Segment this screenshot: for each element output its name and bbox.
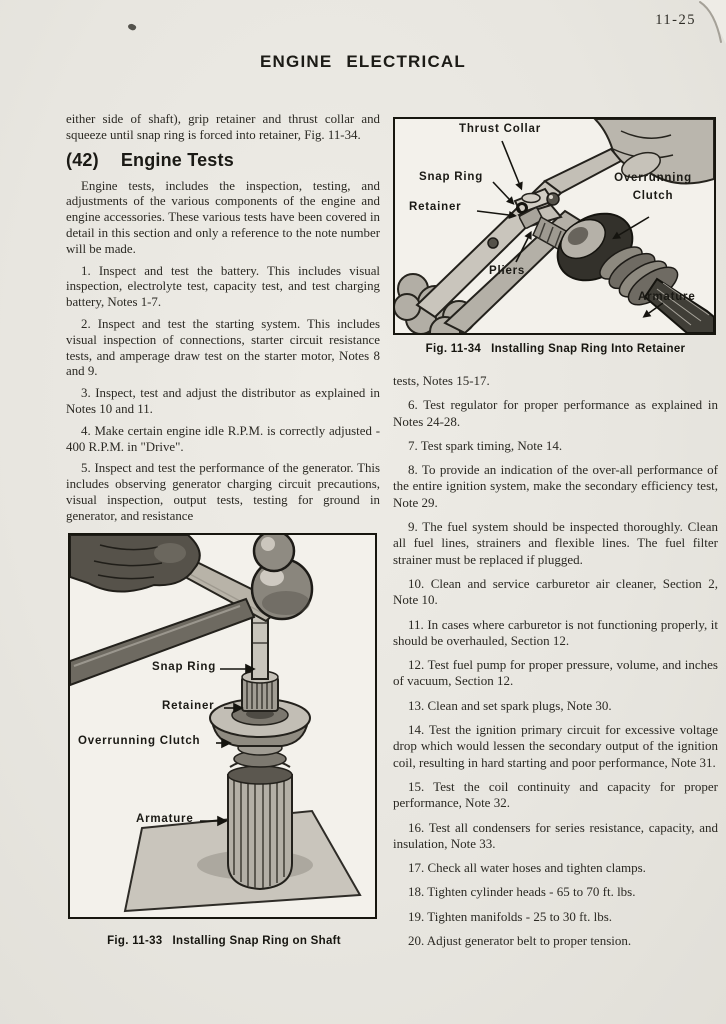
- label-armature: Armature: [638, 291, 696, 303]
- list-item: 15. Test the coil continuity and capacity for proper performance, Note 32.: [393, 778, 718, 811]
- list-item: 9. The fuel system should be inspected thoroughly. Clean all fuel lines, strainers and flexible lines. The fuel filter strainer must be replaced if plugged.: [393, 519, 718, 567]
- page-number: 11-25: [655, 12, 696, 28]
- figure-11-33: [68, 533, 380, 947]
- label-retainer: Retainer: [409, 201, 462, 213]
- list-item: 1. Inspect and test the battery. This includes visual inspection, electrolyte test, capacity test, and test charging battery, Notes 1-7.: [66, 263, 380, 310]
- list-item: 18. Tighten cylinder heads - 65 to 70 ft. lbs.: [408, 884, 636, 900]
- list-item: 5. Inspect and test the performance of the generator. This includes observing generator charging circuit precautions, visual inspection, output tests, testing for ground in generator, and resistance: [66, 461, 380, 523]
- list-item: 10. Clean and service carburetor air cleaner, Section 2, Note 10.: [393, 575, 718, 608]
- figure-11-33-image: [68, 533, 377, 919]
- list-item: 19. Tighten manifolds - 25 to 30 ft. lbs.: [408, 908, 613, 924]
- list-item: 16. Test all condensers for series resistance, capacity, and insulation, Note 33.: [393, 819, 718, 851]
- list-item: 13. Clean and set spark plugs, Note 30.: [408, 697, 612, 713]
- label-snap-ring: Snap Ring: [419, 171, 484, 183]
- list-item: 17. Check all water hoses and tighten clamps.: [408, 860, 646, 876]
- list-item: 6. Test regulator for proper performance as explained in Notes 24-28.: [393, 397, 718, 429]
- left-column: [66, 112, 380, 947]
- page-title: ENGINE ELECTRICAL: [260, 52, 466, 71]
- right-column: [393, 117, 718, 957]
- list-item: 11. In cases where carburetor is not functioning properly, it should be overhauled, Section 12.: [393, 616, 718, 648]
- list-item: 14. Test the ignition primary circuit for excessive voltage drop which would lessen the secondary output of the ignition coil, resulting in hard starting and poor performance, Note 31.: [393, 722, 718, 770]
- figure-11-34: [393, 117, 718, 355]
- page-curl-mark: [696, 0, 726, 46]
- section-number: (42): [66, 149, 99, 170]
- paragraph: Engine tests, includes the inspection, testing, and adjustments of the various components of the engine and engine accessories. These various tests have been covered in detail in this section and only a reference to the note number will be made.: [66, 178, 380, 256]
- paragraph-continuation: tests, Notes 15-17.: [393, 373, 490, 388]
- list-item: 2. Inspect and test the starting system. This includes visual inspection of connections, starter circuit resistance tests, and amperage draw test on the starter motor, Notes 8 and 9.: [66, 316, 380, 379]
- figure-11-34-image: [393, 117, 716, 335]
- label-overrunning-clutch: Overrunning Clutch: [614, 172, 692, 203]
- figure-11-34-caption: Fig. 11-34 Installing Snap Ring Into Retainer: [425, 343, 686, 355]
- list-item: 7. Test spark timing, Note 14.: [408, 437, 563, 453]
- figure-11-33-caption: Fig. 11-33 Installing Snap Ring on Shaft: [107, 934, 341, 947]
- label-snap-ring: Snap Ring: [152, 660, 217, 673]
- list-item: 3. Inspect, test and adjust the distributor as explained in Notes 10 and 11.: [66, 386, 380, 416]
- list-item: 20. Adjust generator belt to proper tension.: [408, 933, 632, 949]
- label-retainer: Retainer: [162, 699, 215, 712]
- label-thrust-collar: Thrust Collar: [459, 123, 541, 135]
- list-item: 4. Make certain engine idle R.P.M. is correctly adjusted - 400 R.P.M. in "Drive".: [66, 423, 380, 454]
- list-item: 8. To provide an indication of the over-all performance of the entire ignition system, make the secondary efficiency test, Note 29.: [393, 462, 718, 510]
- snap-ring-on-shaft-drawing: [70, 535, 375, 917]
- section-title: Engine Tests: [120, 149, 234, 170]
- label-armature: Armature: [136, 812, 194, 825]
- list-item: 12. Test fuel pump for proper pressure, volume, and inches of vacuum, Section 12.: [393, 657, 718, 689]
- paragraph-continuation: either side of shaft), grip retainer and thrust collar and squeeze until snap ring is forced into retainer, Fig. 11-34.: [66, 112, 380, 142]
- label-overrunning-clutch: Overrunning Clutch: [78, 734, 201, 747]
- label-pliers: Pliers: [489, 265, 526, 277]
- section-heading: [66, 150, 380, 171]
- ink-speck: [127, 22, 137, 31]
